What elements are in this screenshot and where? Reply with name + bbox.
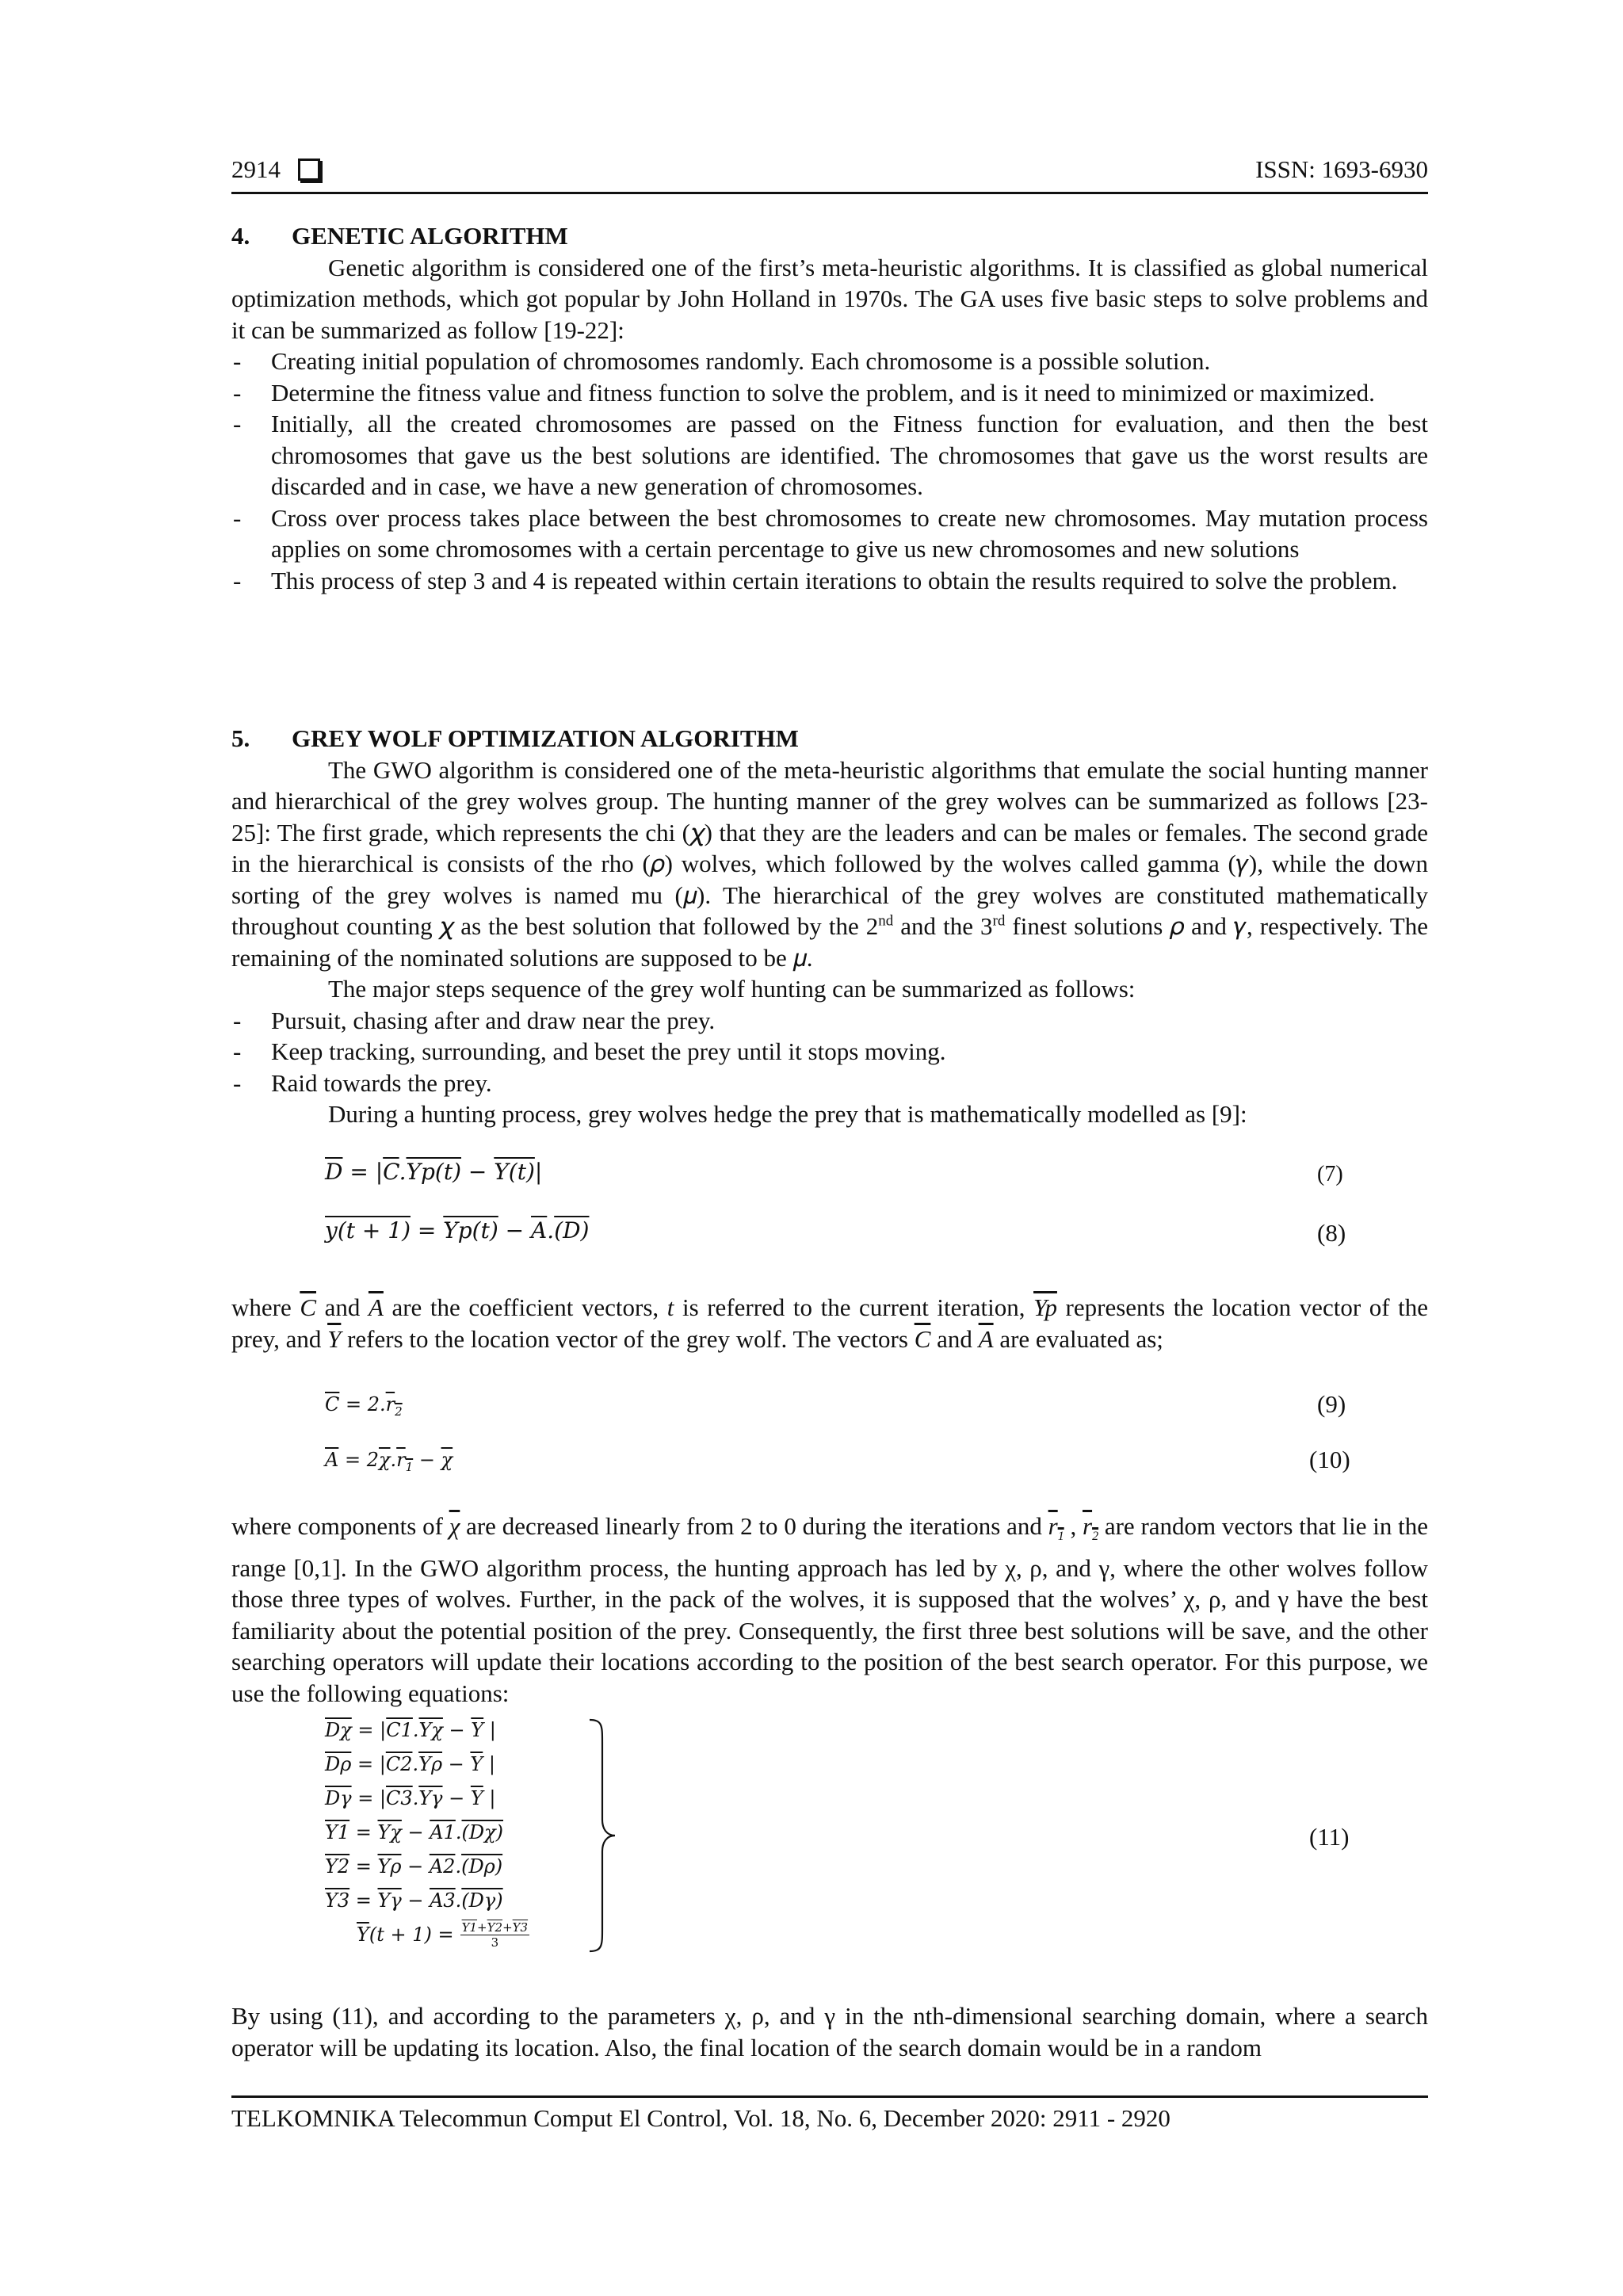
equation-11-system <box>325 1713 529 1952</box>
list-item: - This process of step 3 and 4 is repeated within certain iterations to obtain the results required to solve the problem. <box>231 565 1428 597</box>
equation-7: $\overline{D} = |\overline{C}.Yp(t) - Y(t)|$ <box>325 1159 543 1185</box>
list-item: - Creating initial population of chromosomes randomly. Each chromosome is a possible solution. <box>231 346 1428 377</box>
equation-11-line-6: $Y3 = \overline{Y\gamma} - A3.(D\gamma)$ <box>325 1889 503 1912</box>
section-5-paragraph-5: where components of $\overline{\chi}$ are decreased linearly from 2 to 0 during the iterations and $r_1$ , $r_2$ are random vectors that lie in the range [0,1]. In the GWO algorithm process, the hunting approach has led by χ, ρ, and γ, where the other wolves follow those three types of wolves. Further, in the pack of the wolves, it is supposed that the wolves’ χ, ρ, and γ have the best familiarity about the potential position of the prey. Consequently, the first three best solutions will be save, and the other searching operators will update their locations according to the position of the best search operator. For this purpose, we use the following equations: <box>231 1512 1428 1707</box>
equation-11-line-3: $\overline{D\gamma} = |C3.\overline{Y\gamma} - \overline{Y}$ | <box>325 1787 496 1809</box>
list-item: - Keep tracking, surrounding, and beset the prey until it stops moving. <box>231 1036 1428 1068</box>
square-box-icon <box>298 159 320 181</box>
equation-11-line-2: $\overline{D\rho} = |C2.\overline{Y\rho} - \overline{Y}$ | <box>325 1753 495 1775</box>
equation-9-number: (9) <box>1317 1390 1346 1418</box>
section-5-paragraph-4: where $\overline{C}$ and $\overline{A}$ are the coefficient vectors, t is referred to the current iteration, $\overline{Yp}$ represents the location vector of the prey, and $\overline{Y}$ refers to the location vector of the grey wolf. The vectors $\overline{C}$ and $\overline{A}$ are evaluated as; <box>231 1293 1429 1353</box>
list-item: - Cross over process takes place between the best chromosomes to create new chromosomes. May mutation process applies on some chromosomes with a certain percentage to give us new chromosomes and new solutions <box>231 502 1428 565</box>
issn: ISSN: 1693-6930 <box>1255 155 1428 183</box>
footer-citation: TELKOMNIKA Telecommun Comput El Control, Vol. 18, No. 6, December 2020: 2911 - 2920 <box>231 2104 1170 2132</box>
equation-7-number: (7) <box>1317 1162 1343 1186</box>
ga-steps-list <box>231 346 1428 596</box>
section-5-paragraph-6: By using (11), and according to the parameters χ, ρ, and γ in the nth-dimensional searching domain, where a search operator will be updating its location. Also, the final location of the search domain would be in a random <box>231 2002 1428 2061</box>
equation-11-number: (11) <box>1309 1823 1350 1851</box>
page-header-left <box>231 155 320 184</box>
equation-9: $\overline{C} = 2.r_2$ <box>325 1393 403 1419</box>
hunting-steps-list <box>231 1005 1428 1099</box>
section-4-intro: Genetic algorithm is considered one of the first’s meta-heuristic algorithms. It is classified as global numerical optimization methods, which got popular by John Holland in 1970s. The GA uses five basic steps to solve problems and it can be summarized as follow [19-22]: <box>231 253 1428 344</box>
section-5-paragraph-2: The major steps sequence of the grey wolf hunting can be summarized as follows: <box>328 975 1136 1003</box>
right-brace <box>586 1718 618 1953</box>
equation-8: $y(t + 1) = Yp(t) - \overline{A}.(D)$ <box>325 1217 590 1244</box>
page-number: 2914 <box>231 155 281 183</box>
equation-11-line-4: $Y1 = \overline{Y\chi} - A1.(D\chi)$ <box>325 1821 504 1843</box>
section-5 <box>231 723 1428 1130</box>
equation-10: $\overline{A} = 2\overline{\chi}.r_1 - \overline{\chi}$ <box>325 1449 453 1474</box>
section-5-paragraph-1: The GWO algorithm is considered one of the meta-heuristic algorithms that emulate the social hunting manner and hierarchical of the grey wolves group. The hunting manner of the grey wolves can be summarized as follows [23-25]: The first grade, which represents the chi (𝜒) that they are the leaders and can be males or females. The second grade in the hierarchical is consists of the rho (𝜌) wolves, which followed by the wolves called gamma (𝛾), while the down sorting of the grey wolves is named mu (𝜇). The hierarchical of the grey wolves are constituted mathematically throughout counting 𝜒 as the best solution that followed by the 2nd and the 3rd finest solutions 𝜌 and 𝛾, respectively. The remaining of the nominated solutions are supposed to be 𝜇. <box>231 755 1428 972</box>
section-5-paragraph-3: During a hunting process, grey wolves hedge the prey that is mathematically modelled as [9]: <box>328 1100 1247 1128</box>
equation-11-line-1: $\overline{D\chi} = |C1.\overline{Y\chi} - \overline{Y}$ | <box>325 1719 496 1741</box>
equation-8-number: (8) <box>1317 1219 1346 1247</box>
section-4-title: 4. GENETIC ALGORITHM <box>231 222 568 250</box>
header-rule <box>231 192 1428 194</box>
footer-rule <box>231 2095 1428 2098</box>
list-item: - Determine the fitness value and fitness function to solve the problem, and is it need to minimized or maximized. <box>231 377 1428 409</box>
equation-11-line-5: $Y2 = \overline{Y\rho} - A2.(D\rho)$ <box>325 1855 503 1878</box>
list-item: - Pursuit, chasing after and draw near the prey. <box>231 1005 1428 1037</box>
list-item: - Initially, all the created chromosomes are passed on the Fitness function for evaluation, and then the best chromosomes that gave us the best solutions are identified. The chromosomes that gave us the worst results are discarded and in case, we have a new generation of chromosomes. <box>231 408 1428 502</box>
section-5-title: 5. GREY WOLF OPTIMIZATION ALGORITHM <box>231 724 799 752</box>
section-4 <box>231 220 1428 596</box>
equation-11-line-7: $\overline{Y}(t + 1)$ = $\frac{Y1+Y2+Y3}{3}$ <box>357 1920 529 1950</box>
list-item: - Raid towards the prey. <box>231 1068 1428 1099</box>
equation-10-number: (10) <box>1309 1446 1350 1473</box>
